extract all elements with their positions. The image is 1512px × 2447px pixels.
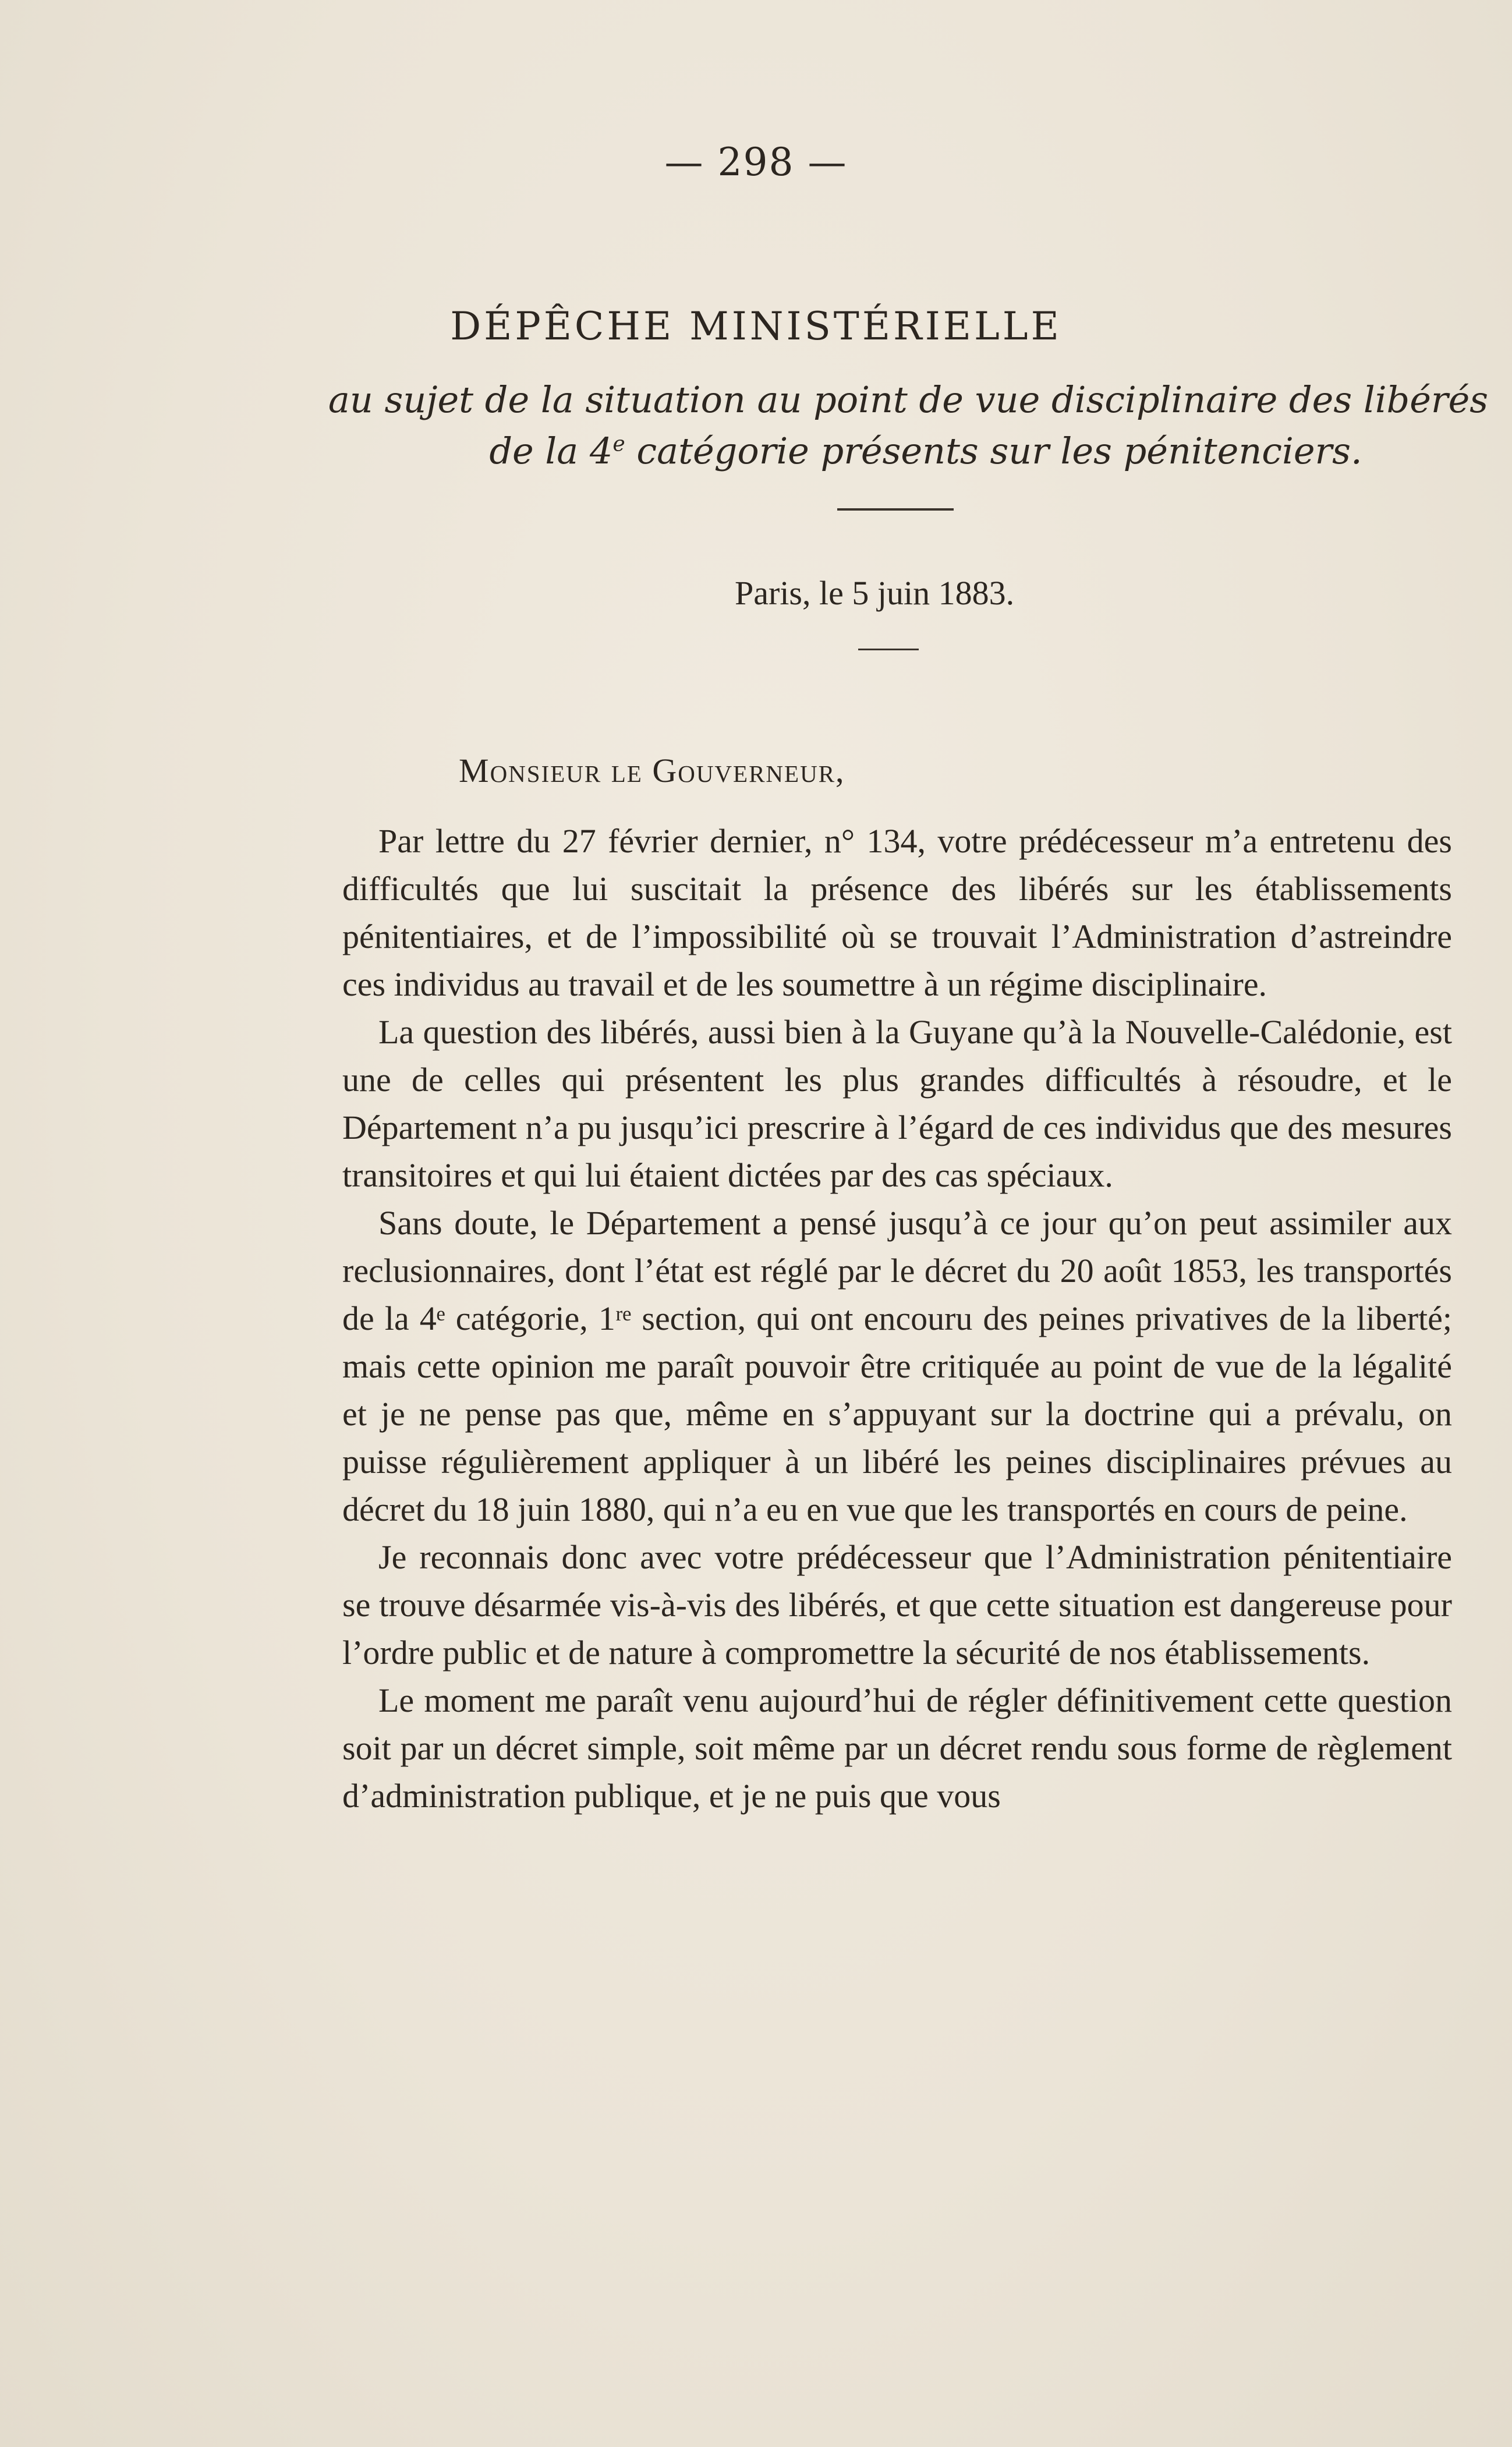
paragraph-2: La question des libérés, aussi bien à la Guyane qu’à la Nouvelle-Calédonie, est une de celles qui présentent les plus grandes difficultés à résoudre, et le Département n’a pu jusqu’ici prescrire à l’égard de ces individus que des mesures transitoires et qui lui étaient dictées par des cas spéciaux. [342,1013,1452,1194]
page-number: — 298 — [664,140,848,185]
document-subtitle-line-1: au sujet de la situation au point de vue disciplinaire des libérés [328,378,1489,421]
paragraph-3: Sans doute, le Département a pensé jusqu’à ce jour qu’on peut assimiler aux reclusionnaires, dont l’état est réglé par le décret du 20 août 1853, les transportés de la 4ᵉ catégorie, 1ʳᵉ section, qui ont encouru des peines privatives de la liberté; mais cette opinion me paraît pouvoir être critiquée au point de vue de la légalité et je ne pense pas que, même en s’appuyant sur la doctrine qui a prévalu, on puisse régulièrement appliquer à un libéré les peines disciplinaires prévues au décret du 18 juin 1880, qui n’a eu en vue que les transportés en cours de peine. [342,1204,1452,1528]
paragraph-4: Je reconnais donc avec votre prédécesseur que l’Administration pénitentiaire se trouve désarmée vis-à-vis des libérés, et que cette situation est dangereuse pour l’ordre public et de nature à compromettre la sécurité de nos établissements. [342,1538,1452,1672]
dateline-divider [858,649,919,650]
letter-body [342,817,1452,1820]
superscript-e: e [612,432,625,456]
subtitle-line-2-end: catégorie présents sur les pénitenciers. [625,430,1362,472]
paragraph-1: Par lettre du 27 février dernier, n° 134, votre prédécesseur m’a entretenu des difficultés que lui suscitait la présence des libérés sur les établissements pénitentiaires, et de l’impossibilité où se trouvait l’Administration d’astreindre ces individus au travail et de les soumettre à un régime disciplinaire. [342,822,1452,1003]
dateline: Paris, le 5 juin 1883. [735,574,1015,612]
subtitle-line-2-start: de la 4 [489,430,613,472]
paragraph-5: Le moment me paraît venu aujourd’hui de régler définitivement cette question soit par un décret simple, soit même par un décret rendu sous forme de règlement d’administration publique, et je ne puis que vous [342,1681,1452,1815]
salutation: Monsieur le Gouverneur, [459,752,845,789]
document-subtitle-line-2 [419,430,1432,472]
title-divider [837,508,954,511]
document-title: DÉPÊCHE MINISTÉRIELLE [450,304,1062,349]
